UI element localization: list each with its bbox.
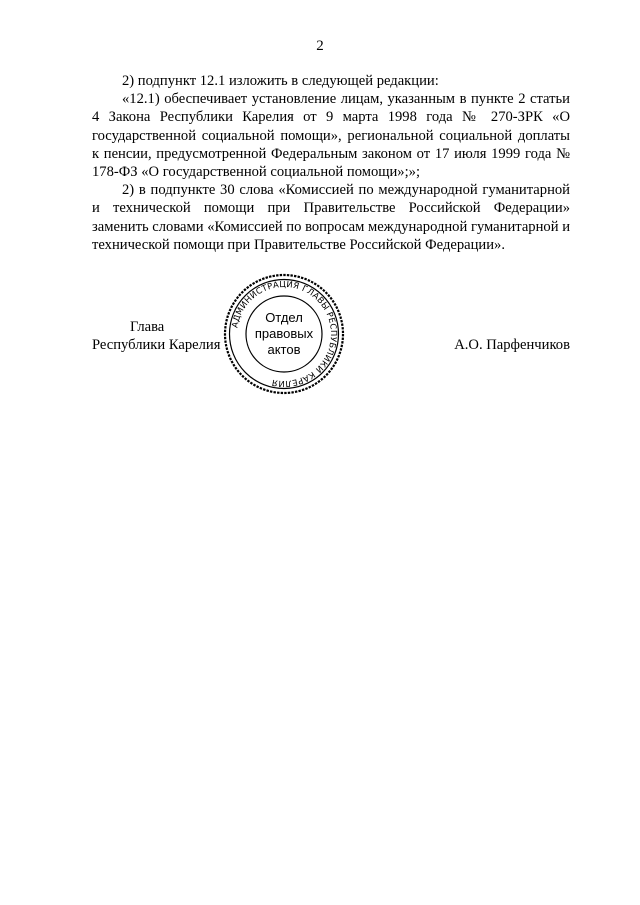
document-body [92, 72, 570, 254]
paragraph-subpoint-12-1-text: «12.1) обеспечивает установление лицам, указанным в пункте 2 статьи 4 Закона Республики Карелия от 9 марта 1998 года № 270-ЗРК «О государственной социальной помощи», региональной социальной доплаты к пенсии, предусмотренной Федеральным законом от 17 июля 1999 года № 178-ФЗ «О государственной социальной помощи»;»; [92, 91, 570, 181]
official-stamp [222, 272, 346, 396]
paragraph-subpoint-12-1-intro: 2) подпункт 12.1 изложить в следующей редакции: [122, 73, 439, 89]
stamp-seal-graphic [222, 272, 346, 396]
stamp-ring-text: АДМИНИСТРАЦИЯ ГЛАВЫ РЕСПУБЛИКИ КАРЕЛИЯ [229, 278, 340, 390]
stamp-center-line-2: правовых [254, 326, 314, 341]
signatory-name: А.О. Парфенчиков [454, 337, 570, 353]
stamp-center-line-3: актов [267, 342, 301, 357]
stamp-center-line-1: Отдел [265, 310, 303, 325]
paragraph-subpoint-30: 2) в подпункте 30 слова «Комиссией по международной гуманитарной и технической помощи при Правительстве Российской Федерации» заменить словами «Комиссией по вопросам международной гуманитарной и технической помощи при Правительстве Российской Федерации». [92, 182, 570, 253]
signatory-title-line-2: Республики Карелия [92, 337, 221, 353]
page-number: 2 [316, 38, 324, 54]
signatory-title-line-1: Глава [130, 319, 165, 335]
signatory-title [92, 318, 232, 354]
